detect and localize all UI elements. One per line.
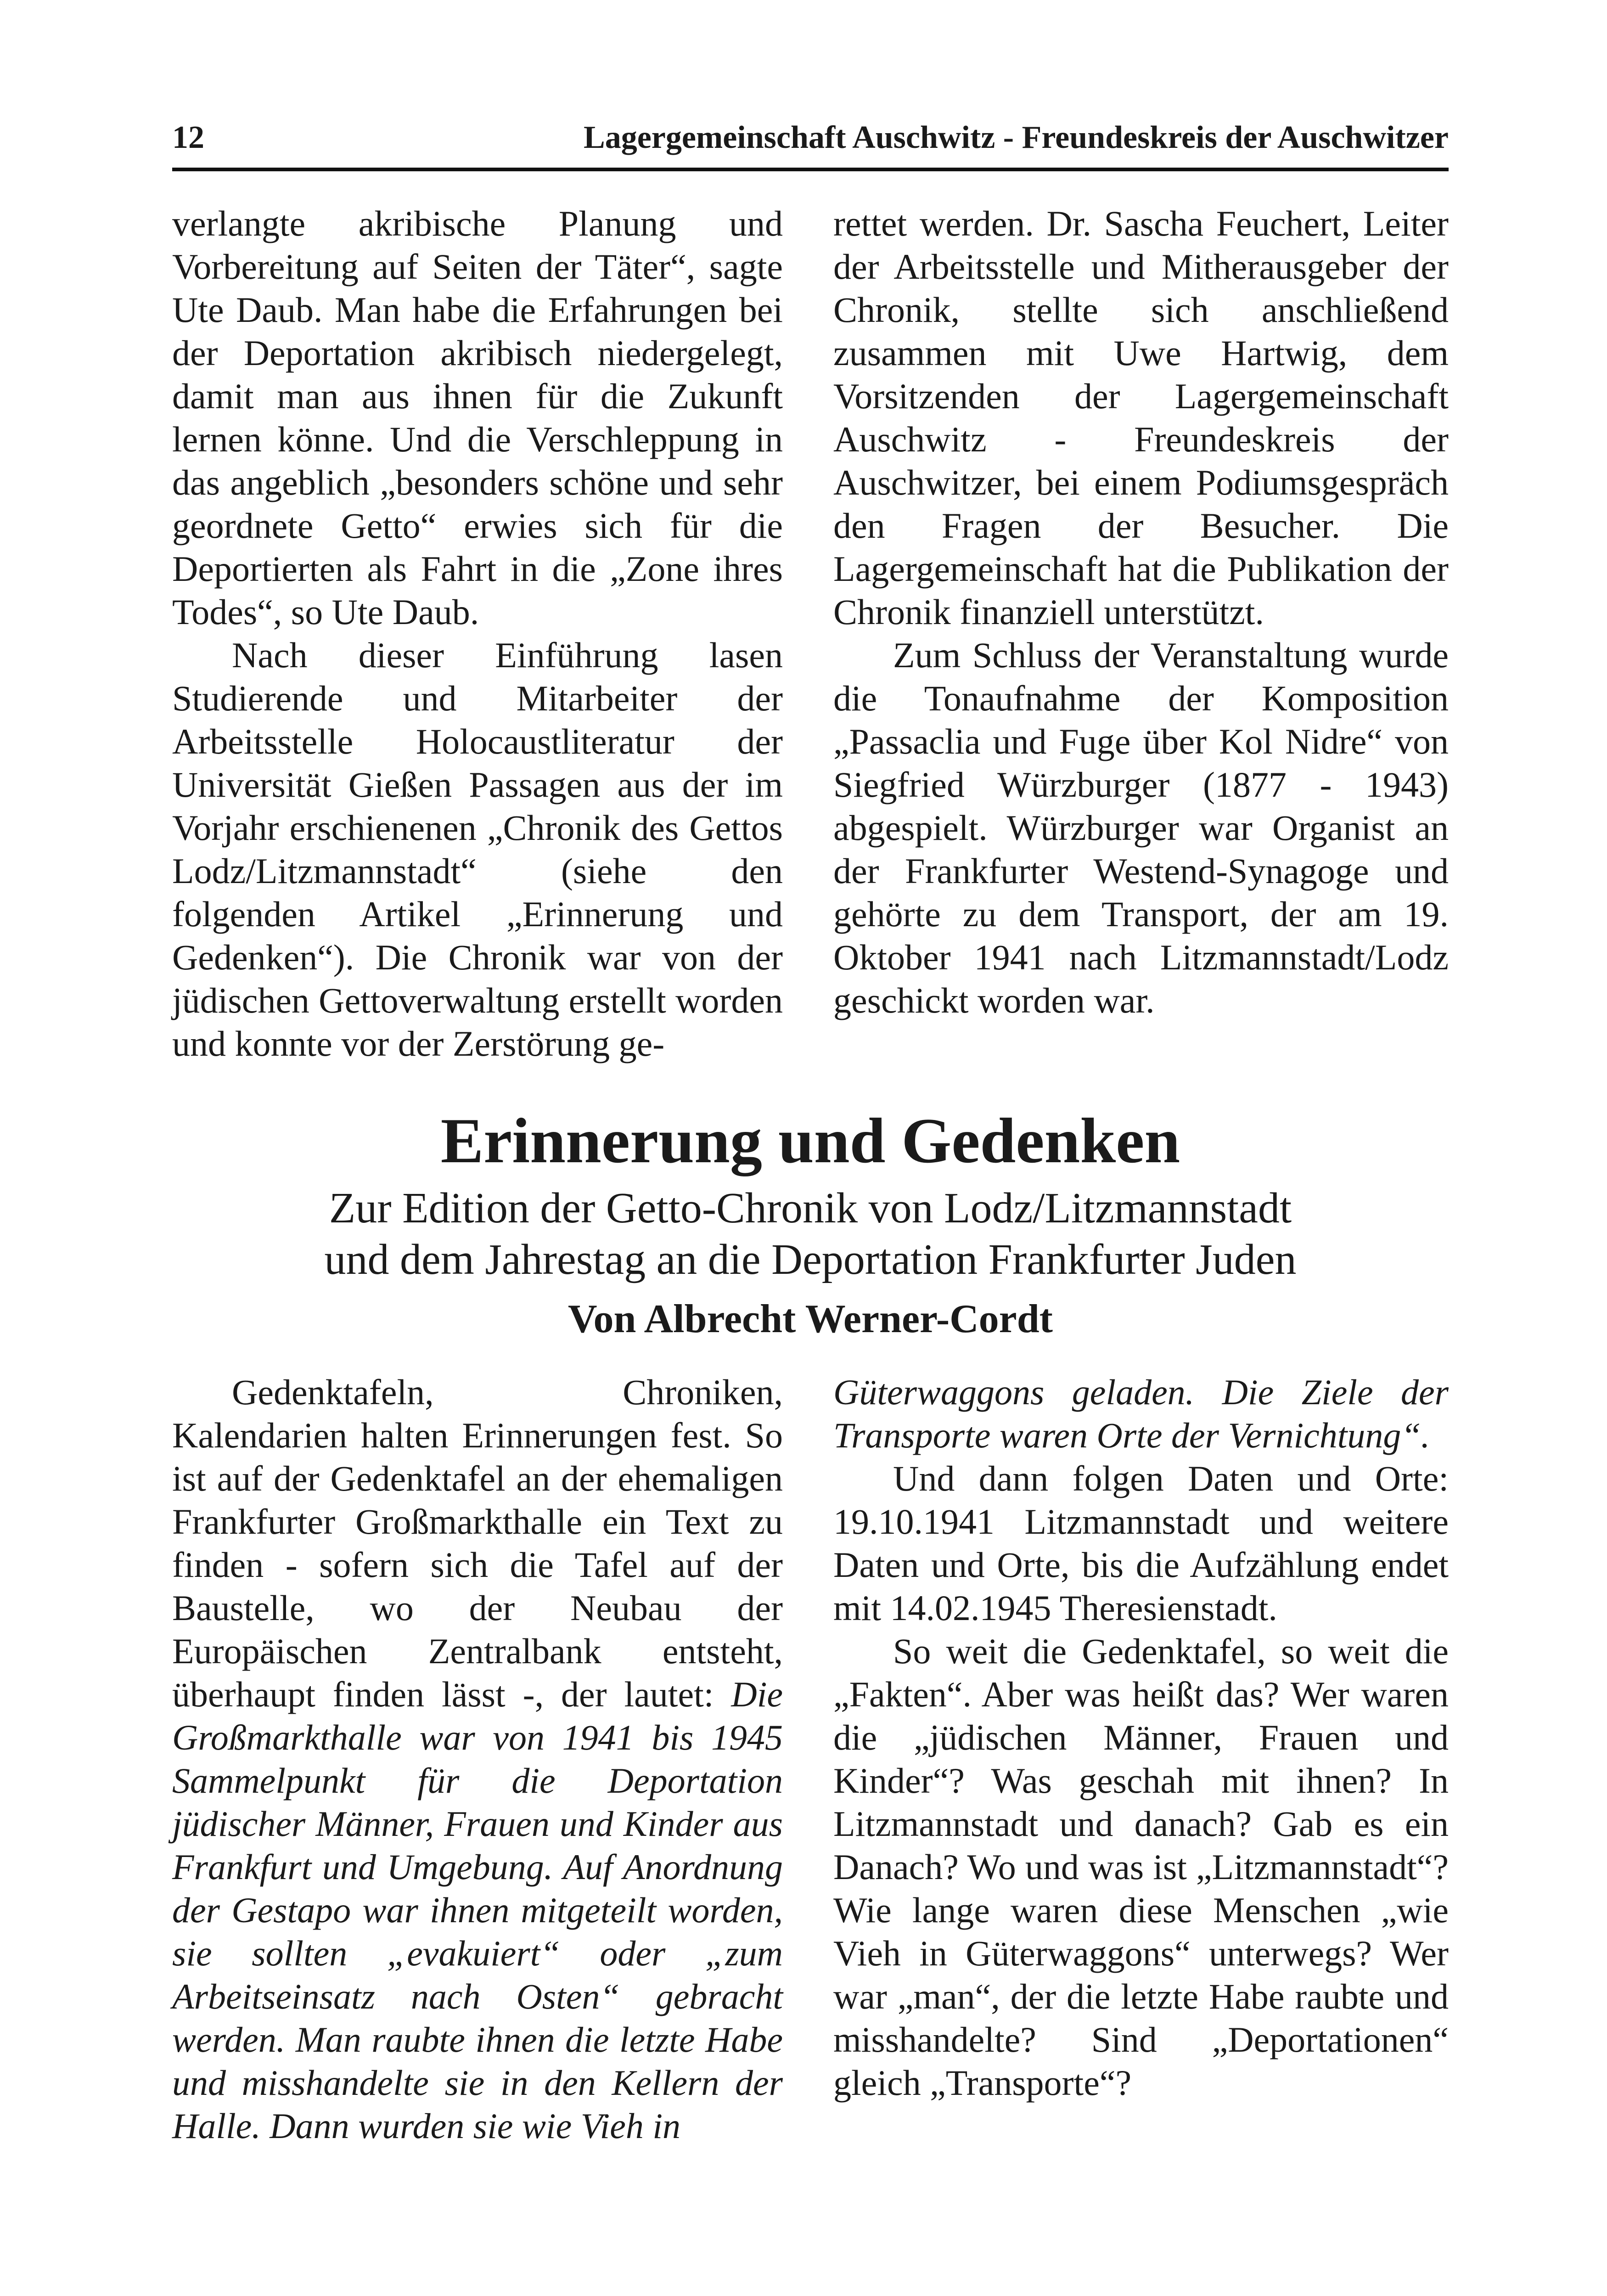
running-title: Lagergemeinschaft Auschwitz - Freundeskreis der Auschwitzer [584, 120, 1449, 155]
running-header [172, 117, 1449, 171]
article-title: Erinnerung und Gedenken [440, 1105, 1180, 1176]
paragraph-text: Gedenktafeln, Chroniken, Kalendarien halten Erinnerungen fest. So ist auf der Gedenktafel an der ehemaligen Frankfurter Großmarkthalle ein Text zu finden - sofern sich die Tafel auf der Baustelle, wo der Neubau der Europäischen Zentralbank entsteht, überhaupt finden lässt -, der lautet: [172, 1372, 783, 1714]
paragraph [833, 1371, 1449, 1457]
memorial-quote: Güterwaggons geladen. Die Ziele der Transporte waren Orte der Vernichtung“. [833, 1372, 1449, 1455]
paragraph: verlangte akribische Planung und Vorbereitung auf Seiten der Täter“, sagte Ute Daub. Man habe die Erfahrungen bei der Deportation akribisch niedergelegt, damit man aus ihnen für die Zukunft lernen könne. Und die Verschleppung in das angeblich „besonders schöne und sehr geordnete Getto“ erwies sich für die Deportierten als Fahrt in die „Zone ihres Todes“, so Ute Daub. [172, 203, 783, 632]
page-number: 12 [172, 120, 204, 155]
subtitle-line: und dem Jahrestag an die Deportation Frankfurter Juden [324, 1236, 1297, 1283]
paragraph: Nach dieser Einführung lasen Studierende und Mitarbeiter der Arbeitsstelle Holocaustliteratur der Universität Gießen Passagen aus der im Vorjahr erschienenen „Chronik des Gettos Lodz/Litzmannstadt“ (siehe den folgenden Artikel „Erinnerung und Gedenken“). Die Chronik war von der jüdischen Gettoverwaltung erstellt worden und konnte vor der Zerstörung ge- [172, 635, 783, 1064]
paragraph: Und dann folgen Daten und Orte: 19.10.1941 Litzmannstadt und weitere Daten und Orte, bis die Aufzählung endet mit 14.02.1945 Theresienstadt. [833, 1458, 1449, 1628]
subtitle-line: Zur Edition der Getto-Chronik von Lodz/Litzmannstadt [329, 1184, 1292, 1232]
paragraph: So weit die Gedenktafel, so weit die „Fakten“. Aber was heißt das? Wer waren die „jüdischen Männer, Frauen und Kinder“? Was geschah mit ihnen? In Litzmannstadt und danach? Gab es ein Danach? Wo und was ist „Litzmannstadt“? Wie lange waren diese Menschen „wie Vieh in Güterwaggons“ unterwegs? Wer war „man“, der die letzte Habe raubte und misshandelte? Sind „Deportationen“ gleich „Transporte“? [833, 1631, 1449, 2103]
paragraph [172, 1371, 783, 2148]
upper-column-right [833, 202, 1449, 1022]
upper-column-left [172, 202, 783, 1065]
article-author: Von Albrecht Werner-Cordt [568, 1297, 1053, 1341]
memorial-quote: Die Großmarkthalle war von 1941 bis 1945 Sammelpunkt für die Deportation jüdischer Männer, Frauen und Kinder aus Frankfurt und Umgebung. Auf Anordnung der Gestapo war ihnen mitgeteilt worden, sie sollten „evakuiert“ oder „zum Arbeitseinsatz nach Osten“ gebracht werden. Man raubte ihnen die letzte Habe und misshandelte sie in den Kellern der Halle. Dann wurden sie wie Vieh in [172, 1674, 783, 2146]
article-subtitle [172, 1182, 1449, 1285]
paragraph: Zum Schluss der Veranstaltung wurde die Tonaufnahme der Komposition „Passaclia und Fuge über Kol Nidre“ von Siegfried Würzburger (1877 - 1943) abgespielt. Würzburger war Organist an der Frankfurter Westend-Synagoge und gehörte zu dem Transport, der am 19. Oktober 1941 nach Litzmannstadt/Lodz geschickt worden war. [833, 635, 1449, 1020]
article-column-right [833, 1371, 1449, 2105]
article-column-left [172, 1371, 783, 2148]
paragraph: rettet werden. Dr. Sascha Feuchert, Leiter der Arbeitsstelle und Mitherausgeber der Chronik, stellte sich anschließend zusammen mit Uwe Hartwig, dem Vorsitzenden der Lagergemeinschaft Auschwitz - Freundeskreis der Auschwitzer, bei einem Podiumsgespräch den Fragen der Besucher. Die Lagergemeinschaft hat die Publikation der Chronik finanziell unterstützt. [833, 203, 1449, 632]
